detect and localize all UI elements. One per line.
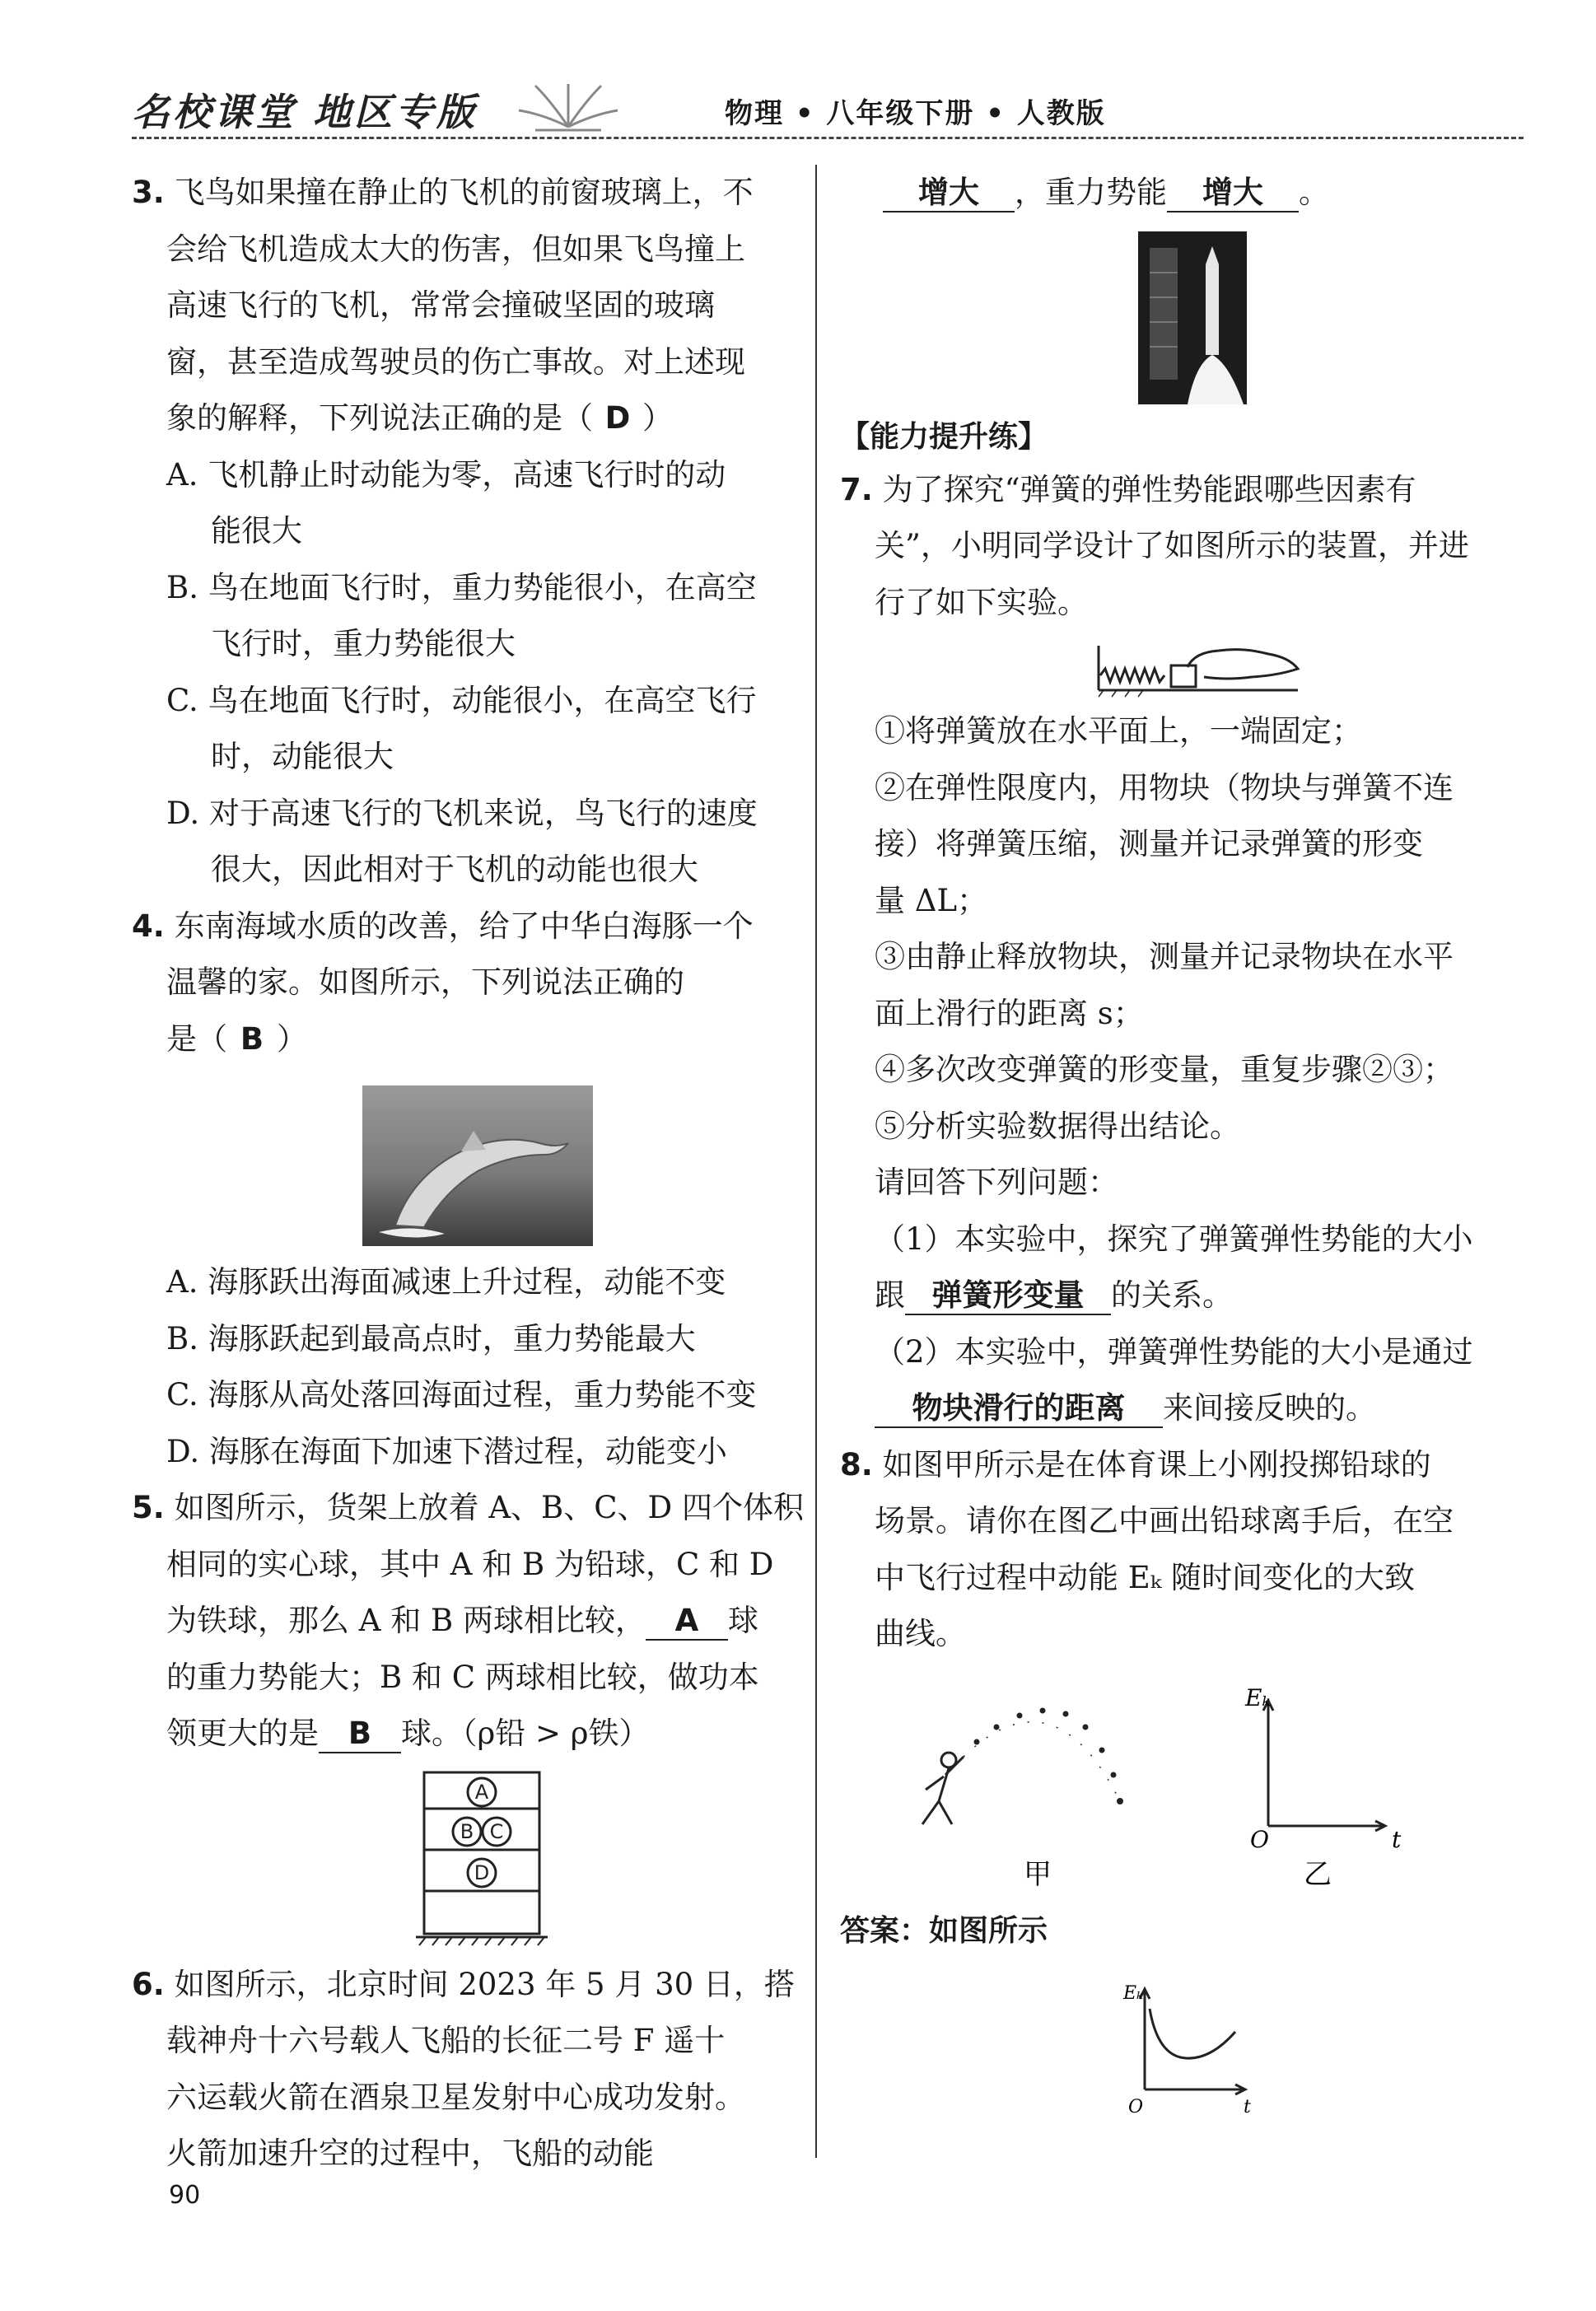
answer-choice: D	[604, 400, 631, 436]
question-4	[132, 899, 791, 1481]
question-text: 球。（ρ铅 > ρ铁）	[401, 1716, 650, 1751]
question-text: 来间接反映的。	[1163, 1390, 1376, 1426]
brand-title: 名校课堂 地区专版	[132, 90, 478, 134]
question-text: ）	[642, 400, 673, 436]
question-text: 载神舟十六号载人飞船的长征二号 F 遥十	[166, 2023, 726, 2058]
subquestion-2: （2）本实验中，弹簧弹性势能的大小是通过	[875, 1333, 1473, 1370]
question-number: 3.	[132, 175, 165, 210]
shelf-figure	[416, 1769, 548, 1950]
question-5	[132, 1480, 804, 1950]
dolphin-image	[362, 1085, 593, 1246]
question-text: 是（	[166, 1020, 227, 1057]
ball-label-b: B	[460, 1819, 474, 1843]
question-text: 行了如下实验。	[875, 584, 1088, 620]
figure-label-jia: 甲	[1024, 1857, 1052, 1891]
step-3: ③由静止释放物块，测量并记录物块在水平	[875, 939, 1454, 974]
question-text: 。	[1299, 175, 1329, 210]
option-b-cont: 飞行时，重力势能很大	[211, 626, 516, 661]
page-number: 90	[169, 2181, 201, 2210]
answer-graph	[1112, 1974, 1276, 2122]
step-2-cont: 量 ΔL；	[875, 882, 988, 918]
step-2-cont: 接）将弹簧压缩，测量并记录弹簧的形变	[875, 826, 1423, 861]
question-text: 领更大的是	[166, 1716, 319, 1751]
question-text: 火箭加速升空的过程中，飞船的动能	[166, 2136, 654, 2171]
subquestion-1: （1）本实验中，探究了弹簧弹性势能的大小	[875, 1221, 1473, 1257]
rocket-launch-image	[1138, 231, 1247, 404]
left-column	[132, 165, 804, 2183]
question-text: 如图甲所示是在体育课上小刚投掷铅球的	[882, 1446, 1431, 1482]
question-text: 的重力势能大；B 和 C 两球相比较，做功本	[166, 1659, 759, 1695]
question-text: 高速飞行的飞机，常常会撞破坚固的玻璃	[166, 287, 715, 323]
option-c: C. 海豚从高处落回海面过程，重力势能不变	[166, 1377, 757, 1412]
question-text: 六运载火箭在酒泉卫星发射中心成功发射。	[166, 2079, 745, 2115]
question-7	[840, 462, 1515, 1437]
question-number: 6.	[132, 1966, 165, 2002]
question-text: 球	[727, 1603, 758, 1638]
option-d: D. 海豚在海面下加速下潜过程，动能变小	[166, 1433, 727, 1469]
axis-label-x: t	[1392, 1825, 1402, 1853]
question-text: 温馨的家。如图所示，下列说法正确的	[166, 964, 684, 1000]
fill-blank: 增大	[883, 175, 1015, 212]
question-number: 4.	[132, 908, 165, 944]
question-number: 8.	[840, 1446, 873, 1482]
axis-label-x: t	[1244, 2096, 1251, 2117]
question-text: ）	[277, 1020, 307, 1057]
option-a-cont: 能很大	[211, 513, 302, 549]
spring-apparatus-figure	[1095, 636, 1301, 702]
fill-blank: 物块滑行的距离	[875, 1390, 1163, 1428]
question-number: 7.	[840, 471, 873, 507]
axis-label-y: Eₖ	[1245, 1683, 1271, 1711]
fill-blank: 弹簧形变量	[905, 1277, 1111, 1315]
shot-put-figure	[873, 1678, 1466, 1900]
step-5: ⑤分析实验数据得出结论。	[875, 1108, 1240, 1144]
question-text: 相同的实心球，其中 A 和 B 为铅球，C 和 D	[166, 1546, 774, 1582]
question-text: 曲线。	[875, 1616, 966, 1651]
question-text: 东南海域水质的改善，给了中华白海豚一个	[174, 908, 754, 944]
question-text: 关”，小明同学设计了如图所示的装置，并进	[875, 528, 1469, 563]
option-b: B. 鸟在地面飞行时，重力势能很小，在高空	[166, 569, 757, 605]
ball-label-c: C	[489, 1819, 504, 1843]
option-a: A. 飞机静止时动能为零，高速飞行时的动	[166, 456, 726, 493]
prompt-text: 请回答下列问题：	[875, 1165, 1118, 1200]
answer-choice: B	[240, 1020, 264, 1057]
question-text: 飞鸟如果撞在静止的飞机的前窗玻璃上，不	[174, 175, 754, 210]
question-text: 如图所示，北京时间 2023 年 5 月 30 日，搭	[174, 1966, 795, 2002]
ball-label-a: A	[474, 1780, 489, 1804]
figure-label-yi: 乙	[1304, 1857, 1332, 1891]
question-text: 的关系。	[1111, 1277, 1233, 1313]
option-d-cont: 很大，因此相对于飞机的动能也很大	[211, 852, 698, 887]
question-6	[132, 1957, 795, 2183]
fill-blank: B	[319, 1716, 401, 1753]
question-3	[132, 165, 791, 899]
step-2: ②在弹性限度内，用物块（物块与弹簧不连	[875, 769, 1454, 805]
option-d: D. 对于高速飞行的飞机来说，鸟飞行的速度	[166, 795, 758, 831]
step-3-cont: 面上滑行的距离 s；	[875, 995, 1144, 1031]
fill-blank: 增大	[1167, 175, 1299, 212]
option-c-cont: 时，动能很大	[211, 739, 394, 774]
section-title: 【能力提升练】	[840, 419, 1048, 454]
option-b: B. 海豚跃起到最高点时，重力势能最大	[166, 1320, 696, 1356]
fill-blank: A	[646, 1603, 728, 1641]
answer-label: 答案：如图所示	[840, 1913, 1048, 1948]
right-column	[840, 165, 1515, 2122]
question-text: 中飞行过程中动能 Eₖ 随时间变化的大致	[875, 1559, 1416, 1595]
question-text: 为铁球，那么 A 和 B 两球相比较，	[166, 1603, 646, 1638]
question-text: 为了探究“弹簧的弹性势能跟哪些因素有	[882, 471, 1416, 507]
question-number: 5.	[132, 1490, 165, 1525]
question-text: 跟	[875, 1277, 905, 1313]
subject-title: 物理 • 八年级下册 • 人教版	[725, 97, 1106, 130]
column-divider	[815, 165, 817, 2158]
axis-origin: O	[1128, 2096, 1144, 2117]
question-text: 如图所示，货架上放着 A、B、C、D 四个体积	[174, 1490, 804, 1525]
option-c: C. 鸟在地面飞行时，动能很小，在高空飞行	[166, 682, 757, 718]
question-text: 会给飞机造成太大的伤害，但如果飞鸟撞上	[166, 231, 745, 267]
axis-origin: O	[1250, 1825, 1269, 1853]
ball-label-d: D	[474, 1860, 490, 1884]
question-text: ，重力势能	[1015, 175, 1167, 210]
question-text: 象的解释，下列说法正确的是（	[166, 400, 593, 436]
ornament-icon	[486, 77, 651, 135]
option-a: A. 海豚跃出海面减速上升过程，动能不变	[166, 1264, 726, 1300]
step-4: ④多次改变弹簧的形变量，重复步骤②③；	[875, 1052, 1454, 1087]
step-1: ①将弹簧放在水平面上，一端固定；	[875, 713, 1362, 749]
header-divider	[132, 137, 1524, 139]
question-text: 场景。请你在图乙中画出铅球离手后，在空	[875, 1503, 1454, 1538]
axis-label-y: Eₖ	[1123, 1982, 1144, 2004]
question-text: 窗，甚至造成驾驶员的伤亡事故。对上述现	[166, 343, 745, 380]
question-8	[840, 1437, 1515, 2122]
